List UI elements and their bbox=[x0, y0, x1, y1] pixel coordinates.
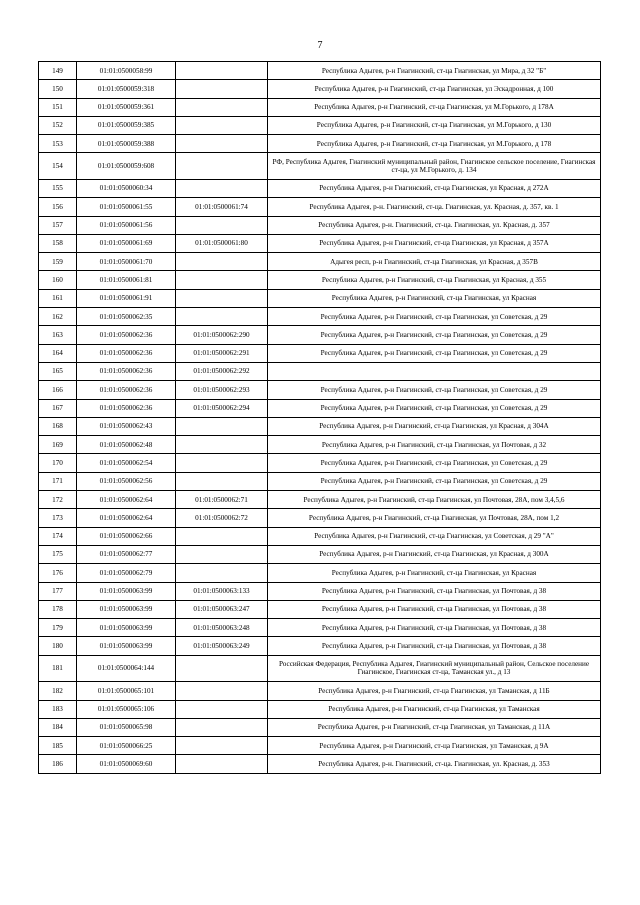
cadastral-number-cell: 01:01:0500065:106 bbox=[77, 700, 176, 718]
row-number-cell: 182 bbox=[39, 682, 77, 700]
row-number-cell: 161 bbox=[39, 289, 77, 307]
address-cell: Республика Адыгея, р-н Гиагинский, ст-ца Гиагинская, ул М.Горького, д 178А bbox=[268, 98, 601, 116]
address-cell: Республика Адыгея, р-н Гиагинский, ст-ца Гиагинская, ул Почтовая, д 38 bbox=[268, 582, 601, 600]
address-cell: Республика Адыгея, р-н Гиагинский, ст-ца Гиагинская, ул Советская, д 29 "А" bbox=[268, 527, 601, 545]
address-cell: Республика Адыгея, р-н Гиагинский, ст-ца Гиагинская, ул Почтовая, д 32 bbox=[268, 436, 601, 454]
cadastral-number-cell: 01:01:0500062:36 bbox=[77, 381, 176, 399]
row-number-cell: 157 bbox=[39, 216, 77, 234]
sub-cadastral-number-cell: 01:01:0500061:74 bbox=[176, 198, 268, 216]
table-row bbox=[39, 737, 601, 755]
row-number-cell: 152 bbox=[39, 116, 77, 134]
cadastral-number-cell: 01:01:0500059:385 bbox=[77, 116, 176, 134]
row-number-cell: 173 bbox=[39, 509, 77, 527]
sub-cadastral-number-cell bbox=[176, 682, 268, 700]
row-number-cell: 150 bbox=[39, 80, 77, 98]
address-cell: Республика Адыгея, р-н Гиагинский, ст-ца Гиагинская, ул Красная, д 272А bbox=[268, 179, 601, 197]
row-number-cell: 175 bbox=[39, 545, 77, 563]
sub-cadastral-number-cell bbox=[176, 253, 268, 271]
cadastral-number-cell: 01:01:0500059:361 bbox=[77, 98, 176, 116]
address-cell: Республика Адыгея, р-н Гиагинский, ст-ца Гиагинская, ул Советская, д 29 bbox=[268, 344, 601, 362]
table-row bbox=[39, 153, 601, 180]
table-row bbox=[39, 234, 601, 252]
sub-cadastral-number-cell: 01:01:0500062:293 bbox=[176, 381, 268, 399]
cadastral-number-cell: 01:01:0500063:99 bbox=[77, 582, 176, 600]
address-cell: Республика Адыгея, р-н. Гиагинский, ст-ца. Гиагинская, ул. Красная, д. 353 bbox=[268, 755, 601, 773]
table-row bbox=[39, 755, 601, 773]
table-row bbox=[39, 98, 601, 116]
cadastral-number-cell: 01:01:0500062:36 bbox=[77, 344, 176, 362]
sub-cadastral-number-cell bbox=[176, 135, 268, 153]
table-row bbox=[39, 454, 601, 472]
sub-cadastral-number-cell bbox=[176, 308, 268, 326]
sub-cadastral-number-cell bbox=[176, 289, 268, 307]
sub-cadastral-number-cell: 01:01:0500063:249 bbox=[176, 637, 268, 655]
address-cell: Республика Адыгея, р-н Гиагинский, ст-ца Гиагинская, ул М.Горького, д 130 bbox=[268, 116, 601, 134]
sub-cadastral-number-cell bbox=[176, 564, 268, 582]
row-number-cell: 165 bbox=[39, 362, 77, 380]
table-row bbox=[39, 509, 601, 527]
address-cell: Республика Адыгея, р-н Гиагинский, ст-ца Гиагинская, ул Почтовая, д 38 bbox=[268, 600, 601, 618]
table-row bbox=[39, 682, 601, 700]
sub-cadastral-number-cell bbox=[176, 98, 268, 116]
row-number-cell: 162 bbox=[39, 308, 77, 326]
row-number-cell: 180 bbox=[39, 637, 77, 655]
address-cell: Республика Адыгея, р-н Гиагинский, ст-ца Гиагинская, ул Красная, д 300А bbox=[268, 545, 601, 563]
cadastral-number-cell: 01:01:0500062:64 bbox=[77, 509, 176, 527]
cadastral-number-cell: 01:01:0500062:66 bbox=[77, 527, 176, 545]
table-row bbox=[39, 527, 601, 545]
sub-cadastral-number-cell bbox=[176, 271, 268, 289]
address-cell: Республика Адыгея, р-н Гиагинский, ст-ца Гиагинская, ул Советская, д 29 bbox=[268, 454, 601, 472]
sub-cadastral-number-cell bbox=[176, 718, 268, 736]
table-row bbox=[39, 289, 601, 307]
sub-cadastral-number-cell bbox=[176, 179, 268, 197]
cadastral-number-cell: 01:01:0500059:608 bbox=[77, 153, 176, 180]
table-row bbox=[39, 116, 601, 134]
sub-cadastral-number-cell: 01:01:0500062:292 bbox=[176, 362, 268, 380]
cadastral-number-cell: 01:01:0500059:388 bbox=[77, 135, 176, 153]
address-cell: Республика Адыгея, р-н Гиагинский, ст-ца Гиагинская, ул Советская, д 29 bbox=[268, 472, 601, 490]
sub-cadastral-number-cell bbox=[176, 527, 268, 545]
row-number-cell: 174 bbox=[39, 527, 77, 545]
sub-cadastral-number-cell bbox=[176, 417, 268, 435]
row-number-cell: 154 bbox=[39, 153, 77, 180]
sub-cadastral-number-cell: 01:01:0500063:247 bbox=[176, 600, 268, 618]
table-row bbox=[39, 308, 601, 326]
cadastral-number-cell: 01:01:0500063:99 bbox=[77, 619, 176, 637]
table-row bbox=[39, 417, 601, 435]
table-row bbox=[39, 491, 601, 509]
cadastral-number-cell: 01:01:0500061:56 bbox=[77, 216, 176, 234]
row-number-cell: 153 bbox=[39, 135, 77, 153]
row-number-cell: 163 bbox=[39, 326, 77, 344]
address-cell: Республика Адыгея, р-н Гиагинский, ст-ца Гиагинская, ул Красная bbox=[268, 564, 601, 582]
address-cell bbox=[268, 362, 601, 380]
table-row bbox=[39, 637, 601, 655]
sub-cadastral-number-cell: 01:01:0500063:248 bbox=[176, 619, 268, 637]
table-row bbox=[39, 700, 601, 718]
row-number-cell: 177 bbox=[39, 582, 77, 600]
table-row bbox=[39, 619, 601, 637]
sub-cadastral-number-cell: 01:01:0500062:294 bbox=[176, 399, 268, 417]
cadastral-number-cell: 01:01:0500061:70 bbox=[77, 253, 176, 271]
row-number-cell: 171 bbox=[39, 472, 77, 490]
row-number-cell: 184 bbox=[39, 718, 77, 736]
row-number-cell: 186 bbox=[39, 755, 77, 773]
address-cell: РФ, Республика Адыгея, Гиагинский муниципальный район, Гиагинское сельское поселение, Гиагинская ст-ца, ул М.Горького, д. 134 bbox=[268, 153, 601, 180]
address-cell: Республика Адыгея, р-н Гиагинский, ст-ца Гиагинская, ул Советская, д 29 bbox=[268, 308, 601, 326]
table-row bbox=[39, 718, 601, 736]
table-row bbox=[39, 545, 601, 563]
row-number-cell: 179 bbox=[39, 619, 77, 637]
address-cell: Российская Федерация, Республика Адыгея, Гиагинский муниципальный район, Сельское поселение Гиагинское, Гиагинская ст-ца, Таманская ул., д 13 bbox=[268, 655, 601, 682]
address-cell: Республика Адыгея, р-н Гиагинский, ст-ца Гиагинская, ул Почтовая, 28А, пом 3,4,5,6 bbox=[268, 491, 601, 509]
sub-cadastral-number-cell bbox=[176, 153, 268, 180]
sub-cadastral-number-cell: 01:01:0500061:80 bbox=[176, 234, 268, 252]
address-cell: Республика Адыгея, р-н Гиагинский, ст-ца Гиагинская, ул Советская, д 29 bbox=[268, 326, 601, 344]
address-cell: Адыгея респ, р-н Гиагинский, ст-ца Гиагинская, ул Красная, д 357В bbox=[268, 253, 601, 271]
sub-cadastral-number-cell bbox=[176, 116, 268, 134]
table-row bbox=[39, 198, 601, 216]
cadastral-number-cell: 01:01:0500065:101 bbox=[77, 682, 176, 700]
table-row bbox=[39, 399, 601, 417]
row-number-cell: 168 bbox=[39, 417, 77, 435]
row-number-cell: 151 bbox=[39, 98, 77, 116]
cadastral-number-cell: 01:01:0500061:91 bbox=[77, 289, 176, 307]
row-number-cell: 181 bbox=[39, 655, 77, 682]
sub-cadastral-number-cell: 01:01:0500062:291 bbox=[176, 344, 268, 362]
row-number-cell: 169 bbox=[39, 436, 77, 454]
cadastral-number-cell: 01:01:0500061:55 bbox=[77, 198, 176, 216]
sub-cadastral-number-cell bbox=[176, 454, 268, 472]
sub-cadastral-number-cell bbox=[176, 655, 268, 682]
row-number-cell: 178 bbox=[39, 600, 77, 618]
cadastral-number-cell: 01:01:0500062:36 bbox=[77, 399, 176, 417]
table-row bbox=[39, 362, 601, 380]
cadastral-number-cell: 01:01:0500065:98 bbox=[77, 718, 176, 736]
cadastral-number-cell: 01:01:0500061:69 bbox=[77, 234, 176, 252]
address-cell: Республика Адыгея, р-н Гиагинский, ст-ца Гиагинская, ул Таманская bbox=[268, 700, 601, 718]
table-row bbox=[39, 271, 601, 289]
row-number-cell: 176 bbox=[39, 564, 77, 582]
row-number-cell: 170 bbox=[39, 454, 77, 472]
address-cell: Республика Адыгея, р-н Гиагинский, ст-ца Гиагинская, ул Красная, д 355 bbox=[268, 271, 601, 289]
address-cell: Республика Адыгея, р-н Гиагинский, ст-ца Гиагинская, ул Красная bbox=[268, 289, 601, 307]
cadastral-number-cell: 01:01:0500062:54 bbox=[77, 454, 176, 472]
cadastral-number-cell: 01:01:0500062:64 bbox=[77, 491, 176, 509]
row-number-cell: 185 bbox=[39, 737, 77, 755]
table-row bbox=[39, 179, 601, 197]
row-number-cell: 159 bbox=[39, 253, 77, 271]
sub-cadastral-number-cell bbox=[176, 545, 268, 563]
sub-cadastral-number-cell: 01:01:0500062:71 bbox=[176, 491, 268, 509]
address-cell: Республика Адыгея, р-н Гиагинский, ст-ца Гиагинская, ул Таманская, д 9А bbox=[268, 737, 601, 755]
sub-cadastral-number-cell bbox=[176, 62, 268, 80]
table-body bbox=[39, 62, 601, 774]
table-row bbox=[39, 655, 601, 682]
sub-cadastral-number-cell bbox=[176, 216, 268, 234]
address-cell: Республика Адыгея, р-н Гиагинский, ст-ца Гиагинская, ул Красная, д 357А bbox=[268, 234, 601, 252]
cadastral-number-cell: 01:01:0500062:48 bbox=[77, 436, 176, 454]
table-row bbox=[39, 135, 601, 153]
cadastral-number-cell: 01:01:0500064:144 bbox=[77, 655, 176, 682]
page-number: 7 bbox=[317, 40, 323, 51]
table-row bbox=[39, 253, 601, 271]
table-row bbox=[39, 381, 601, 399]
row-number-cell: 155 bbox=[39, 179, 77, 197]
cadastral-number-cell: 01:01:0500062:36 bbox=[77, 362, 176, 380]
table-row bbox=[39, 564, 601, 582]
address-cell: Республика Адыгея, р-н. Гиагинский, ст-ца. Гиагинская, ул. Красная, д. 357 bbox=[268, 216, 601, 234]
cadastral-number-cell: 01:01:0500060:34 bbox=[77, 179, 176, 197]
cadastral-number-cell: 01:01:0500062:35 bbox=[77, 308, 176, 326]
cadastral-number-cell: 01:01:0500062:79 bbox=[77, 564, 176, 582]
address-cell: Республика Адыгея, р-н Гиагинский, ст-ца Гиагинская, ул Таманская, д 11Б bbox=[268, 682, 601, 700]
cadastral-number-cell: 01:01:0500062:36 bbox=[77, 326, 176, 344]
sub-cadastral-number-cell bbox=[176, 436, 268, 454]
address-cell: Республика Адыгея, р-н Гиагинский, ст-ца Гиагинская, ул Советская, д 29 bbox=[268, 399, 601, 417]
table-row bbox=[39, 472, 601, 490]
cadastral-number-cell: 01:01:0500059:318 bbox=[77, 80, 176, 98]
row-number-cell: 166 bbox=[39, 381, 77, 399]
cadastral-number-cell: 01:01:0500062:77 bbox=[77, 545, 176, 563]
cadastral-number-cell: 01:01:0500066:25 bbox=[77, 737, 176, 755]
row-number-cell: 149 bbox=[39, 62, 77, 80]
cadastral-number-cell: 01:01:0500069:60 bbox=[77, 755, 176, 773]
table-row bbox=[39, 600, 601, 618]
sub-cadastral-number-cell bbox=[176, 755, 268, 773]
sub-cadastral-number-cell: 01:01:0500062:290 bbox=[176, 326, 268, 344]
address-cell: Республика Адыгея, р-н Гиагинский, ст-ца Гиагинская, ул Эскадронная, д 100 bbox=[268, 80, 601, 98]
cadastral-number-cell: 01:01:0500058:99 bbox=[77, 62, 176, 80]
row-number-cell: 160 bbox=[39, 271, 77, 289]
sub-cadastral-number-cell: 01:01:0500062:72 bbox=[176, 509, 268, 527]
cadastral-number-cell: 01:01:0500063:99 bbox=[77, 637, 176, 655]
table-row bbox=[39, 436, 601, 454]
address-cell: Республика Адыгея, р-н Гиагинский, ст-ца Гиагинская, ул Красная, д 304А bbox=[268, 417, 601, 435]
sub-cadastral-number-cell bbox=[176, 472, 268, 490]
cadastral-number-cell: 01:01:0500062:56 bbox=[77, 472, 176, 490]
sub-cadastral-number-cell bbox=[176, 737, 268, 755]
address-cell: Республика Адыгея, р-н Гиагинский, ст-ца Гиагинская, ул Таманская, д 11А bbox=[268, 718, 601, 736]
address-cell: Республика Адыгея, р-н Гиагинский, ст-ца Гиагинская, ул М.Горького, д 178 bbox=[268, 135, 601, 153]
table-row bbox=[39, 62, 601, 80]
row-number-cell: 167 bbox=[39, 399, 77, 417]
sub-cadastral-number-cell: 01:01:0500063:133 bbox=[176, 582, 268, 600]
row-number-cell: 164 bbox=[39, 344, 77, 362]
table-row bbox=[39, 326, 601, 344]
cadastral-number-cell: 01:01:0500061:81 bbox=[77, 271, 176, 289]
cadastral-number-cell: 01:01:0500062:43 bbox=[77, 417, 176, 435]
row-number-cell: 158 bbox=[39, 234, 77, 252]
row-number-cell: 183 bbox=[39, 700, 77, 718]
table-row bbox=[39, 344, 601, 362]
table-row bbox=[39, 216, 601, 234]
address-cell: Республика Адыгея, р-н Гиагинский, ст-ца Гиагинская, ул Почтовая, 28А, пом 1,2 bbox=[268, 509, 601, 527]
table-row bbox=[39, 582, 601, 600]
sub-cadastral-number-cell bbox=[176, 700, 268, 718]
property-registry-table bbox=[38, 61, 601, 774]
row-number-cell: 156 bbox=[39, 198, 77, 216]
address-cell: Республика Адыгея, р-н Гиагинский, ст-ца Гиагинская, ул Мира, д 32 "Б" bbox=[268, 62, 601, 80]
address-cell: Республика Адыгея, р-н Гиагинский, ст-ца Гиагинская, ул Почтовая, д 38 bbox=[268, 637, 601, 655]
address-cell: Республика Адыгея, р-н Гиагинский, ст-ца Гиагинская, ул Советская, д 29 bbox=[268, 381, 601, 399]
cadastral-number-cell: 01:01:0500063:99 bbox=[77, 600, 176, 618]
table-row bbox=[39, 80, 601, 98]
address-cell: Республика Адыгея, р-н Гиагинский, ст-ца Гиагинская, ул Почтовая, д 38 bbox=[268, 619, 601, 637]
address-cell: Республика Адыгея, р-н. Гиагинский, ст-ца. Гиагинская, ул. Красная, д. 357, кв. 1 bbox=[268, 198, 601, 216]
row-number-cell: 172 bbox=[39, 491, 77, 509]
sub-cadastral-number-cell bbox=[176, 80, 268, 98]
